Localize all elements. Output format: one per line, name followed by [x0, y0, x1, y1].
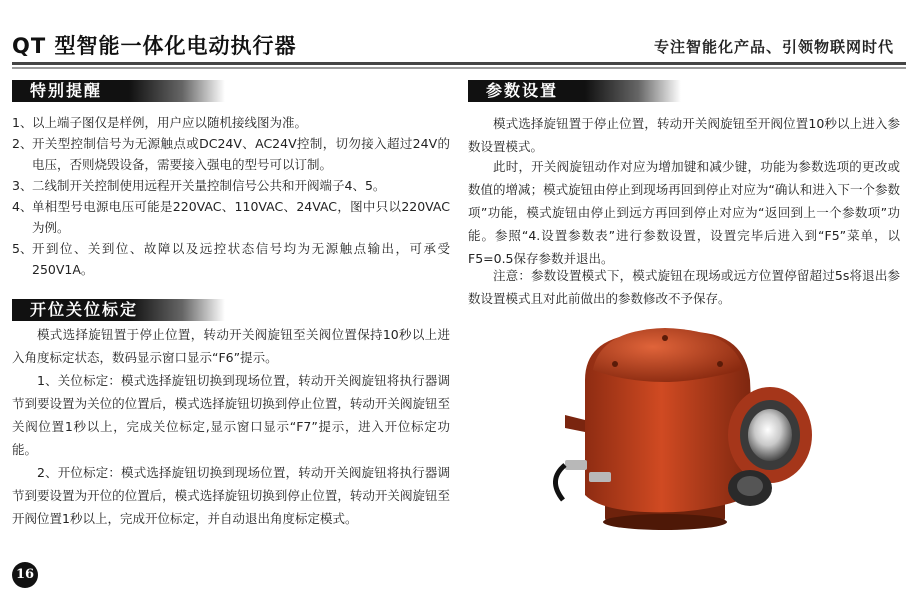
side-boss-shape: [565, 415, 585, 432]
calibration-step-open: 2、开位标定：模式选择旋钮切换到现场位置，转动开关阀旋钮将执行器调节到要设置为开位的位置后，模式选择旋钮切换到停止位置，转动开关阀旋钮至开阀位置1秒以上，完成开位标定，并自动退出角度标定模式。: [12, 465, 450, 526]
actuator-flange-shape: [603, 514, 727, 530]
section-heading-notice: [12, 80, 225, 102]
notice-item-number: 3、: [12, 178, 33, 193]
section-heading-params-text: 参数设置: [486, 81, 559, 100]
selector-knob-cap-shape: [737, 476, 763, 496]
notice-item-number: 1、: [12, 115, 33, 130]
notice-list: [12, 112, 450, 280]
header-rule-thin: [12, 67, 906, 69]
section-heading-params: [468, 80, 681, 102]
bolt-shape: [612, 361, 618, 367]
display-window-glass-shape: [748, 409, 792, 461]
actuator-product-image: [545, 320, 835, 540]
document-title: QT 型智能一体化电动执行器: [12, 34, 297, 58]
actuator-top-cover-shape: [593, 328, 743, 382]
page-number: 16: [12, 562, 38, 588]
params-paragraph-note: 注意：参数设置模式下，模式旋钮在现场或远方位置停留超过5s将退出参数设置模式且对此前做出的参数修改不予保存。: [468, 268, 900, 306]
notice-item-number: 5、: [12, 241, 33, 256]
header-rule: [12, 62, 906, 65]
section-heading-calibration-text: 开位关位标定: [30, 300, 139, 319]
notice-item: [12, 133, 450, 175]
calibration-step-close: 1、关位标定：模式选择旋钮切换到现场位置，转动开关阀旋钮将执行器调节到要设置为关位的位置后，模式选择旋钮切换到停止位置，转动开关阀旋钮至关阀位置1秒以上，完成关位标定,显示窗口显示“F7”提示，进入开位标定功能。: [12, 373, 450, 457]
notice-item-text: 二线制开关控制使用远程开关量控制信号公共和开阀端子4、5。: [32, 178, 386, 193]
cable-gland-shape: [565, 460, 587, 470]
notice-item-text: 开关型控制信号为无源触点或DC24V、AC24V控制，切勿接入超过24V的电压，否则烧毁设备，需要接入强电的型号可以订制。: [32, 136, 450, 172]
notice-item: [12, 175, 450, 196]
cable-gland-shape: [589, 472, 611, 482]
notice-item-text: 单相型号电源电压可能是220VAC、110VAC、24VAC，图中只以220VAC为例。: [32, 199, 450, 235]
bolt-shape: [717, 361, 723, 367]
notice-item-number: 2、: [12, 136, 33, 151]
section-heading-calibration: [12, 299, 225, 321]
cable-shape: [555, 465, 565, 500]
calibration-intro: 模式选择旋钮置于停止位置，转动开关阀旋钮至关阀位置保持10秒以上进入角度标定状态，数码显示窗口显示“F6”提示。: [12, 327, 450, 365]
section-heading-notice-text: 特别提醒: [30, 81, 103, 100]
notice-item-text: 开到位、关到位、故障以及远控状态信号均为无源触点输出，可承受250V1A。: [32, 241, 450, 277]
notice-item: [12, 196, 450, 238]
bolt-shape: [662, 335, 668, 341]
params-paragraph-operation: 此时，开关阀旋钮动作对应为增加键和减少键，功能为参数选项的更改或数值的增减；模式旋钮由停止到现场再回到停止对应为“确认和进入下一个参数项”功能，模式旋钮由停止到远方再回到停止对应为“返回到上一个参数项”功能。参照“4.设置参数表”进行参数设置，设置完毕后进入到“F5”菜单，以F5=0.5保存参数并退出。: [468, 159, 900, 266]
header-slogan: 专注智能化产品、引领物联网时代: [653, 38, 894, 56]
notice-item-text: 以上端子图仅是样例，用户应以随机接线图为准。: [32, 115, 308, 130]
params-paragraph-enter: 模式选择旋钮置于停止位置，转动开关阀旋钮至开阀位置10秒以上进入参数设置模式。: [468, 116, 900, 154]
notice-item: [12, 112, 450, 133]
notice-item-number: 4、: [12, 199, 33, 214]
notice-item: [12, 238, 450, 280]
